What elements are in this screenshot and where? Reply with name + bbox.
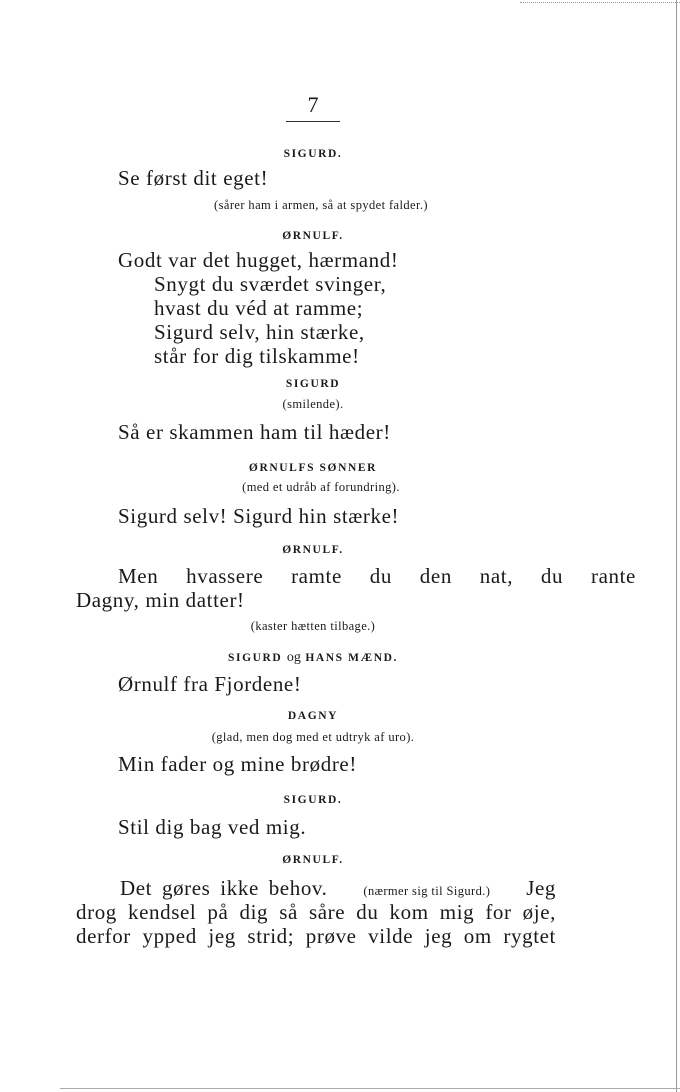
speaker-label: SIGURD. — [283, 794, 343, 806]
dialogue-line: Sigurd selv! Sigurd hin stærke! — [118, 504, 400, 528]
prose-line: Dagny, min datter! — [76, 588, 245, 612]
page-number-rule — [286, 121, 340, 122]
verse-line: Sigurd selv, hin stærke, — [154, 320, 365, 344]
prose-line: drog kendsel på dig så såre du kom mig for øje, — [76, 900, 556, 924]
stage-direction: (sårer ham i armen, så at spydet falder.) — [214, 198, 428, 212]
speaker-label: ØRNULF. — [282, 544, 344, 556]
speaker-label: HANS MÆND. — [305, 652, 398, 664]
inline-stage-direction: (nærmer sig til Sigurd.) — [363, 884, 491, 898]
dialogue-line: Se først dit eget! — [118, 166, 269, 190]
speaker-label: SIGURD. — [283, 148, 343, 160]
stage-direction: (glad, men dog med et udtryk af uro). — [211, 730, 415, 744]
scan-edge-top — [520, 2, 680, 3]
prose-line-justified — [120, 876, 556, 901]
dialogue-line: Stil dig bag ved mig. — [118, 815, 307, 839]
speaker-label: SIGURD — [228, 652, 283, 664]
speaker-conjunction: og — [286, 650, 301, 665]
prose-line: derfor ypped jeg strid; prøve vilde jeg om rygtet — [76, 924, 556, 948]
verse-line: står for dig tilskamme! — [154, 344, 360, 368]
speaker-label: ØRNULFS SØNNER — [248, 462, 378, 474]
dialogue-line: Min fader og mine brødre! — [118, 752, 357, 776]
prose-line-text: Jeg — [526, 876, 556, 900]
stage-direction: (med et udråb af forundring). — [242, 480, 400, 494]
prose-line-text: Men hvassere ramte du den nat, du rante — [118, 564, 636, 588]
stage-direction: (smilende). — [282, 397, 344, 411]
verse-line: Godt var det hugget, hærmand! — [118, 248, 399, 272]
speaker-label-group — [0, 650, 626, 666]
scan-edge-right — [676, 0, 677, 1092]
prose-line-justified — [118, 564, 636, 589]
verse-line: Snygt du sværdet svinger, — [154, 272, 387, 296]
dialogue-line: Ørnulf fra Fjordene! — [118, 672, 302, 696]
speaker-label: SIGURD — [285, 378, 341, 390]
speaker-label: DAGNY — [287, 710, 339, 722]
stage-direction: (kaster hætten tilbage.) — [250, 619, 376, 633]
prose-line-text: Det gøres ikke behov. — [120, 876, 328, 900]
scan-edge-bottom — [60, 1088, 680, 1089]
speaker-label: ØRNULF. — [282, 854, 344, 866]
verse-line: hvast du véd at ramme; — [154, 296, 364, 320]
speaker-label: ØRNULF. — [282, 230, 344, 242]
dialogue-line: Så er skammen ham til hæder! — [118, 420, 391, 444]
page-number: 7 — [307, 92, 319, 117]
